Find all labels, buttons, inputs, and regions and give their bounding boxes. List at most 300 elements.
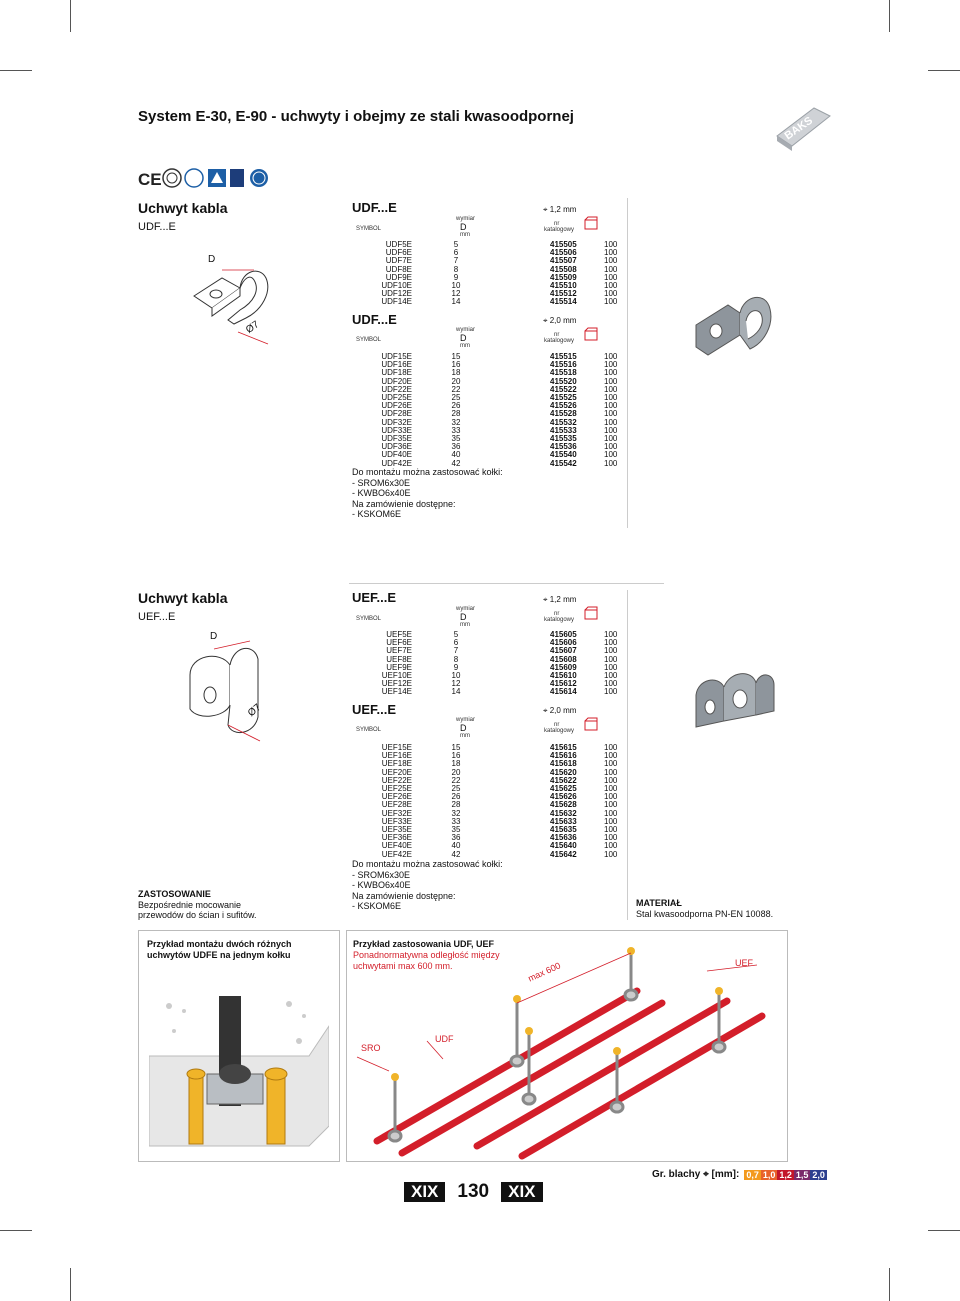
section1-subtitle: UDF...E [138, 221, 176, 233]
cell-dimension: 6 [453, 248, 459, 258]
label-udf: UDF [435, 1034, 454, 1044]
cell-dimension: 36 [451, 833, 461, 843]
product-table [352, 744, 624, 859]
cell-dimension: 6 [453, 638, 459, 648]
example2-title: Przykład zastosowania UDF, UEF [353, 939, 495, 949]
header-mm: mm [460, 343, 470, 349]
cell-dimension: 9 [453, 662, 459, 672]
header-symbol: SYMBOL [356, 727, 382, 733]
cell-symbol: UDF28E [381, 409, 412, 419]
page-number: 130 [457, 1181, 490, 1202]
cell-pack-qty: 100 [604, 401, 618, 411]
header-wymiar: wymiar [456, 606, 475, 612]
header-d: D [460, 723, 467, 733]
cell-catalog-number: 415506 [550, 248, 577, 258]
table-row [352, 851, 624, 859]
diagram-label-phi: Ø7 [244, 319, 262, 336]
cell-symbol: UDF12E [381, 289, 412, 299]
cell-symbol: UDF15E [381, 352, 412, 361]
cell-catalog-number: 415542 [550, 458, 577, 468]
uef-drawing [170, 625, 290, 755]
red-cable [377, 991, 637, 1141]
crop-mark [0, 70, 32, 71]
cell-pack-qty: 100 [604, 767, 618, 777]
cell-pack-qty: 100 [604, 792, 618, 802]
cell-catalog-number: 415640 [550, 841, 577, 851]
cell-dimension: 12 [451, 679, 461, 689]
cell-dimension: 25 [451, 393, 461, 403]
cell-catalog-number: 415632 [550, 808, 577, 818]
cell-catalog-number: 415525 [550, 393, 577, 403]
header-symbol: SYMBOL [356, 226, 382, 232]
cell-symbol: UEF5E [386, 630, 412, 639]
cell-dimension: 10 [451, 281, 461, 291]
table-udf-20 [352, 353, 624, 468]
cell-symbol: UDF22E [381, 384, 412, 394]
cell-symbol: UDF42E [381, 458, 412, 468]
cell-pack-qty: 100 [604, 671, 618, 681]
section-divider [349, 583, 664, 584]
label-max-600: max 600 [526, 960, 563, 984]
cell-symbol: UEF9E [386, 662, 412, 672]
note-line: - KWBO6x40E [352, 880, 411, 890]
cell-symbol: UDF32E [381, 417, 412, 427]
header-mm: mm [460, 733, 470, 739]
page-title: System E-30, E-90 - uchwyty i obejmy ze stali kwasoodpornej [138, 108, 574, 125]
red-cable [477, 1001, 727, 1146]
cell-dimension: 14 [451, 687, 461, 697]
cell-dimension: 26 [451, 401, 461, 411]
cell-symbol: UEF7E [386, 646, 412, 656]
header-symbol: SYMBOL [356, 616, 382, 622]
header-wymiar: wymiar [456, 327, 475, 333]
baks-logo [772, 98, 832, 153]
cell-catalog-number: 415507 [550, 256, 577, 266]
cell-catalog-number: 415516 [550, 360, 577, 370]
header-katalogowy: katalogowy [544, 728, 575, 734]
mounting-notes [352, 467, 503, 520]
cell-catalog-number: 415626 [550, 792, 577, 802]
cell-dimension: 22 [451, 775, 461, 785]
cell-catalog-number: 415509 [550, 272, 577, 282]
example1-title-line: Przykład montażu dwóch różnych [147, 939, 292, 949]
material-text: Stal kwasoodporna PN-EN 10088. [636, 908, 774, 919]
cell-pack-qty: 100 [604, 384, 618, 394]
header-mm: mm [460, 232, 470, 238]
cell-pack-qty: 100 [604, 352, 618, 361]
cell-catalog-number: 415618 [550, 759, 577, 769]
crop-mark [928, 1230, 960, 1231]
table-heading: UEF...E [352, 702, 397, 717]
section2-subtitle: UEF...E [138, 611, 176, 623]
cell-pack-qty: 100 [604, 816, 618, 826]
box-icon [584, 606, 598, 620]
diagram-label-d: D [210, 631, 218, 642]
divider [627, 590, 628, 920]
crop-mark [928, 70, 960, 71]
cell-catalog-number: 415508 [550, 264, 577, 274]
header-nr: nr [554, 332, 560, 338]
cell-dimension: 15 [451, 743, 461, 752]
note-line: Na zamówienie dostępne: [352, 498, 456, 509]
crop-mark [70, 0, 71, 32]
cell-dimension: 5 [453, 240, 459, 249]
product-table [352, 353, 624, 468]
note-line: Do montażu można zastosować kołki: [352, 467, 503, 477]
cell-dimension: 16 [451, 751, 461, 761]
thickness-legend-values [744, 1170, 827, 1180]
note-line: Na zamówienie dostępne: [352, 890, 456, 901]
table-uef-12 [352, 631, 624, 697]
red-cable [402, 1003, 662, 1153]
cell-pack-qty: 100 [604, 654, 618, 664]
crop-mark [889, 1268, 890, 1301]
cell-dimension: 28 [451, 800, 461, 810]
cell-catalog-number: 415607 [550, 646, 577, 656]
cell-catalog-number: 415642 [550, 849, 577, 859]
cell-catalog-number: 415636 [550, 833, 577, 843]
cell-catalog-number: 415532 [550, 417, 577, 427]
cell-symbol: UEF25E [381, 784, 412, 794]
cell-catalog-number: 415518 [550, 368, 577, 378]
thickness-value: 1,5 [795, 1169, 809, 1180]
product-table [352, 631, 624, 697]
cell-catalog-number: 415512 [550, 289, 577, 299]
cell-pack-qty: 100 [604, 368, 618, 378]
cell-dimension: 42 [451, 458, 461, 468]
diagram-label-d: D [208, 254, 216, 265]
thickness-label: ⌖ 2,0 mm [543, 316, 577, 325]
cell-symbol: UDF33E [381, 425, 412, 435]
cell-symbol: UEF10E [381, 671, 412, 681]
cell-dimension: 28 [451, 409, 461, 419]
note-line: - KSKOM6E [352, 901, 402, 911]
crop-mark [889, 0, 890, 32]
itb-logo-icon [163, 169, 181, 187]
cell-symbol: UEF22E [381, 775, 412, 785]
application-block [138, 889, 257, 921]
section2-title: Uchwyt kabla [138, 590, 228, 606]
cell-pack-qty: 100 [604, 272, 618, 282]
label-sro: SRO [361, 1043, 381, 1053]
header-d: D [460, 612, 467, 622]
cell-symbol: UDF7E [385, 256, 412, 266]
cell-catalog-number: 415616 [550, 751, 577, 761]
header-wymiar: wymiar [456, 216, 475, 222]
cell-dimension: 20 [451, 376, 461, 386]
cell-pack-qty: 100 [604, 360, 618, 370]
cell-dimension: 25 [451, 784, 461, 794]
cell-symbol: UEF28E [381, 800, 412, 810]
cell-pack-qty: 100 [604, 784, 618, 794]
material-title: MATERIAŁ [636, 898, 682, 908]
table-header-row [352, 606, 612, 630]
cell-dimension: 14 [451, 297, 461, 307]
cell-dimension: 12 [451, 289, 461, 299]
note-line: - SROM6x30E [352, 477, 411, 488]
cell-dimension: 8 [453, 654, 459, 664]
cell-pack-qty: 100 [604, 825, 618, 835]
cell-catalog-number: 415625 [550, 784, 577, 794]
section1-title: Uchwyt kabla [138, 200, 228, 216]
cell-pack-qty: 100 [604, 687, 618, 697]
table-header-row [352, 327, 612, 351]
example2-text-line: uchwytami max 600 mm. [353, 960, 453, 971]
cell-pack-qty: 100 [604, 751, 618, 761]
cell-symbol: UDF14E [381, 297, 412, 307]
cell-dimension: 26 [451, 792, 461, 802]
cell-symbol: UDF18E [381, 368, 412, 378]
cell-catalog-number: 415514 [550, 297, 577, 307]
cell-dimension: 7 [453, 256, 459, 266]
cell-pack-qty: 100 [604, 662, 618, 672]
header-symbol: SYMBOL [356, 337, 382, 343]
example2-box [346, 930, 788, 1162]
cell-pack-qty: 100 [604, 833, 618, 843]
cell-symbol: UEF33E [381, 816, 412, 826]
note-line: - KSKOM6E [352, 509, 402, 519]
ce-mark-icon: CE [138, 170, 162, 189]
cell-symbol: UEF35E [381, 825, 412, 835]
cell-catalog-number: 415526 [550, 401, 577, 411]
cell-pack-qty: 100 [604, 376, 618, 386]
cell-catalog-number: 415606 [550, 638, 577, 648]
thickness-label: ⌖ 1,2 mm [543, 595, 577, 604]
uef-product-image [690, 665, 780, 735]
thickness-legend-label: Gr. blachy ⌖ [mm]: [652, 1169, 740, 1180]
cell-pack-qty: 100 [604, 849, 618, 859]
box-icon [584, 327, 598, 341]
material-block [636, 898, 773, 919]
cell-symbol: UDF5E [385, 240, 412, 249]
header-wymiar: wymiar [456, 717, 475, 723]
cell-symbol: UEF26E [381, 792, 412, 802]
header-mm: mm [460, 622, 470, 628]
header-d: D [460, 333, 467, 343]
cell-symbol: UDF16E [381, 360, 412, 370]
application-line: przewodów do ścian i sufitów. [138, 910, 257, 920]
cell-dimension: 16 [451, 360, 461, 370]
cell-catalog-number: 415635 [550, 825, 577, 835]
cell-symbol: UEF42E [381, 849, 412, 859]
cell-catalog-number: 415612 [550, 679, 577, 689]
example1-title-line: uchwytów UDFE na jednym kołku [147, 950, 291, 960]
certificate-logos [138, 166, 270, 192]
cell-catalog-number: 415628 [550, 800, 577, 810]
table-header-row [352, 216, 612, 240]
cell-symbol: UDF9E [385, 272, 412, 282]
cell-pack-qty: 100 [604, 775, 618, 785]
cell-pack-qty: 100 [604, 289, 618, 299]
cell-catalog-number: 415536 [550, 442, 577, 452]
cell-dimension: 18 [451, 759, 461, 769]
cell-symbol: UDF40E [381, 450, 412, 460]
cell-symbol: UEF14E [381, 687, 412, 697]
crop-mark [70, 1268, 71, 1301]
cell-pack-qty: 100 [604, 393, 618, 403]
note-line: Do montażu można zastosować kołki: [352, 859, 503, 869]
box-icon [584, 717, 598, 731]
cell-symbol: UEF40E [381, 841, 412, 851]
header-nr: nr [554, 611, 560, 617]
cell-pack-qty: 100 [604, 281, 618, 291]
cell-symbol: UEF15E [381, 743, 412, 752]
cell-catalog-number: 415614 [550, 687, 577, 697]
page-footer [404, 1181, 543, 1203]
cell-pack-qty: 100 [604, 240, 618, 249]
product-table [352, 241, 624, 307]
cell-catalog-number: 415540 [550, 450, 577, 460]
cell-catalog-number: 415633 [550, 816, 577, 826]
note-line: - KWBO6x40E [352, 488, 411, 498]
thickness-value: 0,7 [746, 1169, 759, 1180]
cell-symbol: UEF20E [381, 767, 412, 777]
thickness-legend [652, 1169, 827, 1180]
table-header-row [352, 717, 612, 741]
cell-dimension: 5 [453, 630, 459, 639]
cell-catalog-number: 415610 [550, 671, 577, 681]
cell-catalog-number: 415609 [550, 662, 577, 672]
cell-pack-qty: 100 [604, 264, 618, 274]
cell-dimension: 9 [453, 272, 459, 282]
cell-dimension: 42 [451, 849, 461, 859]
cell-catalog-number: 415510 [550, 281, 577, 291]
cell-symbol: UDF20E [381, 376, 412, 386]
cell-dimension: 32 [451, 808, 461, 818]
cell-dimension: 32 [451, 417, 461, 427]
example2-text-line: Ponadnormatywna odległość między [353, 950, 500, 960]
cell-pack-qty: 100 [604, 743, 618, 752]
udf-product-image [688, 285, 778, 375]
header-katalogowy: katalogowy [544, 227, 575, 233]
diagram-label-phi: Ø7 [246, 701, 264, 720]
cell-dimension: 10 [451, 671, 461, 681]
mounting-notes [352, 859, 503, 912]
cell-pack-qty: 100 [604, 808, 618, 818]
header-katalogowy: katalogowy [544, 338, 575, 344]
cell-dimension: 20 [451, 767, 461, 777]
cell-dimension: 40 [451, 841, 461, 851]
label-uef: UEF [735, 958, 753, 968]
table-heading: UEF...E [352, 590, 397, 605]
cell-pack-qty: 100 [604, 458, 618, 468]
example1-box [138, 930, 340, 1162]
chapter-badge-right: XIX [501, 1182, 542, 1202]
header-nr: nr [554, 722, 560, 728]
cell-pack-qty: 100 [604, 841, 618, 851]
cell-dimension: 15 [451, 352, 461, 361]
application-title: ZASTOSOWANIE [138, 889, 211, 899]
cell-dimension: 35 [451, 434, 461, 444]
cell-catalog-number: 415615 [550, 743, 577, 752]
cell-pack-qty: 100 [604, 248, 618, 258]
cell-pack-qty: 100 [604, 450, 618, 460]
brand-text: BAKS [782, 114, 815, 143]
thickness-label: ⌖ 1,2 mm [543, 205, 577, 214]
cell-dimension: 35 [451, 825, 461, 835]
cell-symbol: UEF18E [381, 759, 412, 769]
table-uef-20 [352, 744, 624, 859]
cell-pack-qty: 100 [604, 646, 618, 656]
table-heading: UDF...E [352, 200, 397, 215]
cell-symbol: UDF8E [385, 264, 412, 274]
cell-catalog-number: 415535 [550, 434, 577, 444]
cell-catalog-number: 415533 [550, 425, 577, 435]
cell-pack-qty: 100 [604, 256, 618, 266]
cell-dimension: 8 [453, 264, 459, 274]
cell-catalog-number: 415605 [550, 630, 577, 639]
cell-symbol: UEF12E [381, 679, 412, 689]
cell-symbol: UEF36E [381, 833, 412, 843]
cell-symbol: UEF16E [381, 751, 412, 761]
mostostal-logo-icon [230, 169, 244, 187]
cell-catalog-number: 415620 [550, 767, 577, 777]
cell-symbol: UEF32E [381, 808, 412, 818]
cell-pack-qty: 100 [604, 425, 618, 435]
cell-dimension: 36 [451, 442, 461, 452]
crop-mark [0, 1230, 32, 1231]
application-line: Bezpośrednie mocowanie [138, 899, 242, 910]
cell-dimension: 33 [451, 816, 461, 826]
cell-pack-qty: 100 [604, 759, 618, 769]
box-icon [584, 216, 598, 230]
divider [627, 198, 628, 528]
thickness-value: 2,0 [812, 1169, 825, 1180]
table-row [352, 298, 624, 306]
chapter-badge-left: XIX [404, 1182, 445, 1202]
cell-catalog-number: 415622 [550, 775, 577, 785]
cell-catalog-number: 415515 [550, 352, 577, 361]
table-udf-12 [352, 241, 624, 307]
tuv-logo-icon [185, 169, 203, 187]
cell-pack-qty: 100 [604, 638, 618, 648]
cell-symbol: UDF10E [381, 281, 412, 291]
cell-symbol: UEF6E [386, 638, 412, 648]
cell-dimension: 33 [451, 425, 461, 435]
cell-symbol: UDF6E [385, 248, 412, 258]
example1-title [147, 939, 292, 961]
example2-illustration [347, 931, 787, 1161]
example1-illustration [149, 986, 329, 1151]
cell-pack-qty: 100 [604, 630, 618, 639]
cell-pack-qty: 100 [604, 417, 618, 427]
cell-symbol: UDF26E [381, 401, 412, 411]
table-heading: UDF...E [352, 312, 397, 327]
cell-pack-qty: 100 [604, 679, 618, 689]
cell-symbol: UEF8E [386, 654, 412, 664]
header-katalogowy: katalogowy [544, 617, 575, 623]
cell-catalog-number: 415522 [550, 384, 577, 394]
cell-catalog-number: 415520 [550, 376, 577, 386]
note-line: - SROM6x30E [352, 869, 411, 880]
cell-pack-qty: 100 [604, 409, 618, 419]
cell-pack-qty: 100 [604, 800, 618, 810]
cell-symbol: UDF35E [381, 434, 412, 444]
cell-dimension: 18 [451, 368, 461, 378]
cell-dimension: 40 [451, 450, 461, 460]
cell-dimension: 22 [451, 384, 461, 394]
cell-symbol: UDF25E [381, 393, 412, 403]
cell-catalog-number: 415528 [550, 409, 577, 419]
cell-dimension: 7 [453, 646, 459, 656]
cell-symbol: UDF36E [381, 442, 412, 452]
cell-pack-qty: 100 [604, 442, 618, 452]
thickness-value: 1,2 [779, 1169, 792, 1180]
header-nr: nr [554, 221, 560, 227]
cell-catalog-number: 415608 [550, 654, 577, 664]
cell-catalog-number: 415505 [550, 240, 577, 249]
thickness-label: ⌖ 2,0 mm [543, 706, 577, 715]
